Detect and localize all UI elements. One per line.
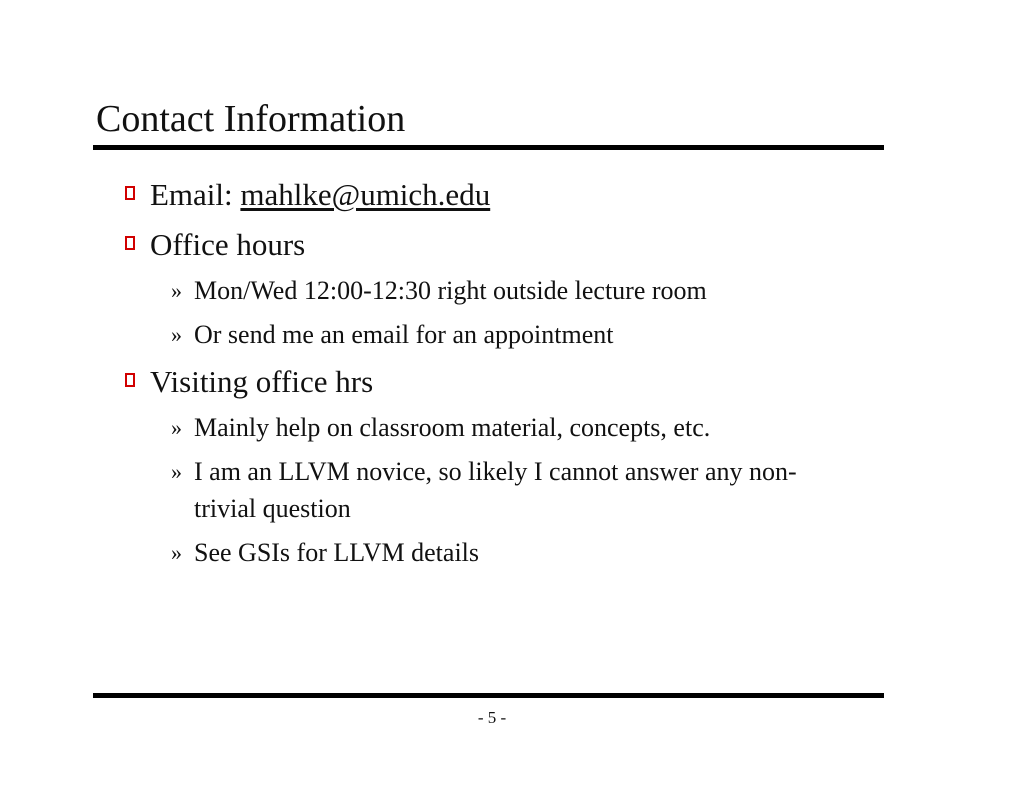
footer-rule xyxy=(93,693,884,698)
visiting-hours-label: Visiting office hrs xyxy=(150,364,374,399)
office-hours-label: Office hours xyxy=(150,227,306,262)
email-link[interactable]: mahlke@umich.edu xyxy=(240,177,491,212)
sub-item: » See GSIs for LLVM details xyxy=(110,534,870,571)
sub-item: » Mainly help on classroom material, concepts, etc. xyxy=(110,409,870,446)
title-rule xyxy=(93,145,884,150)
bullet-list xyxy=(110,174,870,579)
chevron-marker-icon: » xyxy=(171,415,182,440)
slide-title: Contact Information xyxy=(96,98,406,140)
bullet-square-icon xyxy=(110,174,150,200)
bullet-office-hours xyxy=(110,224,870,266)
chevron-marker-icon: » xyxy=(171,278,182,303)
sub-item: » Mon/Wed 12:00-12:30 right outside lecture room xyxy=(110,272,870,309)
sub-item: » I am an LLVM novice, so likely I cannot answer any non-trivial question xyxy=(110,453,870,527)
bullet-email xyxy=(110,174,870,216)
chevron-marker-icon: » xyxy=(171,459,182,484)
chevron-marker-icon: » xyxy=(171,322,182,347)
chevron-marker-icon: » xyxy=(171,540,182,565)
office-hours-sublist xyxy=(110,272,870,353)
email-label: Email: xyxy=(150,177,241,212)
visiting-hours-sublist xyxy=(110,409,870,571)
bullet-visiting-hours xyxy=(110,361,870,403)
bullet-square-icon xyxy=(110,224,150,250)
page-number: - 5 - xyxy=(477,708,507,727)
bullet-square-icon xyxy=(110,361,150,387)
sub-item: » Or send me an email for an appointment xyxy=(110,316,870,353)
